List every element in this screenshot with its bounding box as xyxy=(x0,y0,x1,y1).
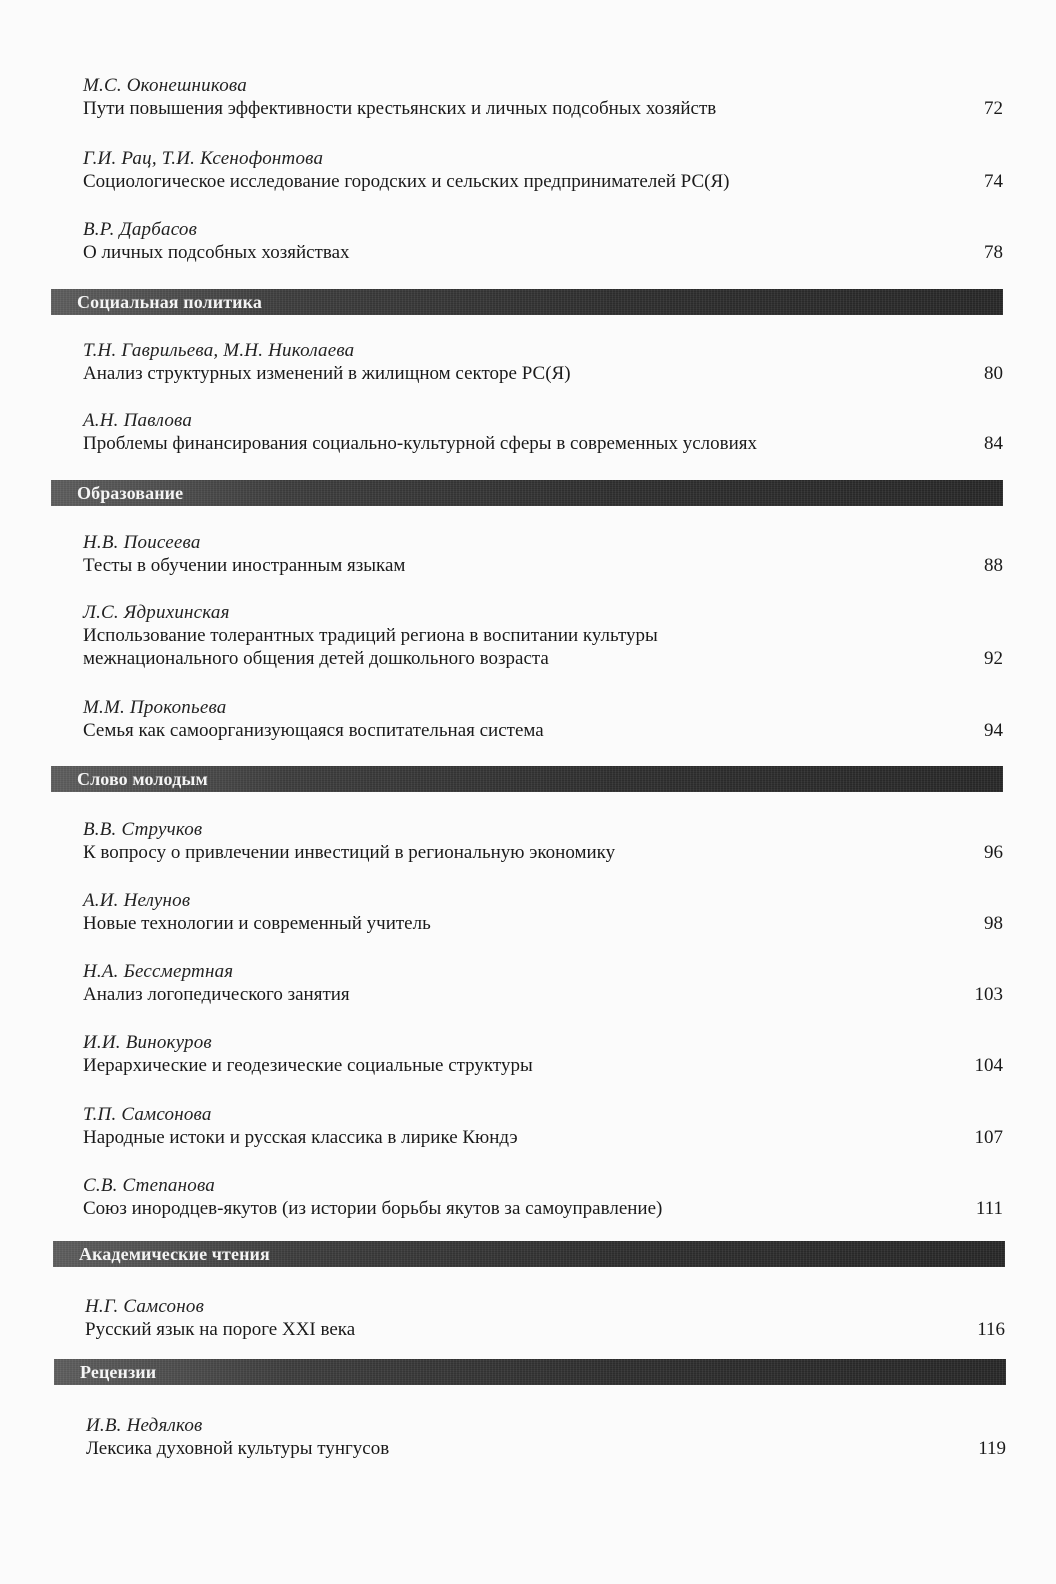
entry-author: И.В. Недялков xyxy=(86,1415,203,1436)
toc-entry[interactable] xyxy=(83,218,1003,264)
entry-title: Союз инородцев-якутов (из истории борьбы якутов за самоуправление) xyxy=(83,1198,663,1219)
toc-entry[interactable] xyxy=(83,889,1003,935)
entry-page-number: 88 xyxy=(984,555,1003,576)
entry-author: Т.П. Самсонова xyxy=(83,1104,212,1125)
entry-author: Л.С. Ядрихинская xyxy=(83,602,230,623)
entry-title: Анализ логопедического занятия xyxy=(83,984,350,1005)
entry-author: С.В. Степанова xyxy=(83,1175,215,1196)
entry-title: Тесты в обучении иностранным языкам xyxy=(83,555,406,576)
toc-entry[interactable] xyxy=(83,531,1003,577)
entry-title: Иерархические и геодезические социальные структуры xyxy=(83,1055,533,1076)
entry-author: Н.В. Поисеева xyxy=(83,532,201,553)
entry-author: М.С. Оконешникова xyxy=(83,75,247,96)
entry-title-line-1: Использование толерантных традиций региона в воспитании культуры xyxy=(83,625,658,646)
entry-page-number: 80 xyxy=(984,363,1003,384)
toc-entry[interactable] xyxy=(83,1031,1003,1077)
entry-title: Пути повышения эффективности крестьянских и личных подсобных хозяйств xyxy=(83,98,717,119)
section-label: Рецензии xyxy=(80,1362,157,1382)
section-header-education xyxy=(51,480,1003,506)
entry-page-number: 94 xyxy=(984,720,1003,741)
toc-entry[interactable] xyxy=(83,696,1003,742)
entry-title: Русский язык на пороге XXI века xyxy=(85,1319,356,1340)
entry-page-number: 78 xyxy=(984,242,1003,263)
entry-title: К вопросу о привлечении инвестиций в региональную экономику xyxy=(83,842,616,863)
section-header-social-policy xyxy=(51,289,1003,315)
entry-title: Социологическое исследование городских и сельских предпринимателей РС(Я) xyxy=(83,171,730,192)
entry-title-line-2: межнационального общения детей дошкольного возраста xyxy=(83,648,549,669)
entry-page-number: 72 xyxy=(984,98,1003,119)
entry-author: Г.И. Рац, Т.И. Ксенофонтова xyxy=(83,148,324,169)
entry-author: В.Р. Дарбасов xyxy=(83,219,198,240)
entry-author: И.И. Винокуров xyxy=(83,1032,212,1053)
toc-entry[interactable] xyxy=(83,147,1003,193)
section-label: Слово молодым xyxy=(77,769,208,789)
entry-page-number: 74 xyxy=(984,171,1003,192)
toc-entry[interactable] xyxy=(85,1295,1005,1341)
toc-entry[interactable] xyxy=(86,1414,1006,1460)
entry-page-number: 107 xyxy=(974,1127,1003,1148)
entry-title: Семья как самоорганизующаяся воспитательная система xyxy=(83,720,544,741)
toc-entry[interactable] xyxy=(83,818,1003,864)
entry-title: Лексика духовной культуры тунгусов xyxy=(86,1438,390,1459)
section-label: Социальная политика xyxy=(77,292,262,312)
entry-title: Новые технологии и современный учитель xyxy=(83,913,431,934)
entry-author: А.И. Нелунов xyxy=(83,890,191,911)
entry-title: Проблемы финансирования социально-культурной сферы в современных условиях xyxy=(83,433,757,454)
entry-author: М.М. Прокопьева xyxy=(83,697,227,718)
entry-title: Народные истоки и русская классика в лирике Кюндэ xyxy=(83,1127,518,1148)
entry-page-number: 96 xyxy=(984,842,1003,863)
entry-page-number: 104 xyxy=(974,1055,1003,1076)
entry-author: А.Н. Павлова xyxy=(83,410,193,431)
entry-page-number: 111 xyxy=(975,1198,1003,1219)
entry-page-number: 92 xyxy=(984,648,1003,669)
entry-page-number: 98 xyxy=(984,913,1003,934)
toc-entry[interactable] xyxy=(83,409,1003,455)
entry-page-number: 84 xyxy=(984,433,1003,454)
entry-author: Н.А. Бессмертная xyxy=(83,961,234,982)
entry-page-number: 103 xyxy=(974,984,1003,1005)
entry-title: Анализ структурных изменений в жилищном секторе РС(Я) xyxy=(83,363,571,384)
entry-title: О личных подсобных хозяйствах xyxy=(83,242,350,263)
toc-entry[interactable] xyxy=(83,960,1003,1006)
toc-entry[interactable] xyxy=(83,601,1003,670)
section-label: Образование xyxy=(77,483,184,503)
toc-entry[interactable] xyxy=(83,1103,1003,1149)
toc-entry[interactable] xyxy=(83,1174,1003,1220)
entry-author: В.В. Стручков xyxy=(83,819,203,840)
toc-entry[interactable] xyxy=(83,74,1003,120)
entry-page-number: 119 xyxy=(978,1438,1006,1459)
entry-author: Н.Г. Самсонов xyxy=(85,1296,205,1317)
section-label: Академические чтения xyxy=(79,1244,270,1264)
entry-author: Т.Н. Гаврильева, М.Н. Николаева xyxy=(83,340,355,361)
toc-entry[interactable] xyxy=(83,339,1003,385)
entry-page-number: 116 xyxy=(977,1319,1005,1340)
section-header-academic-readings xyxy=(53,1241,1005,1267)
section-header-word-to-youth xyxy=(51,766,1003,792)
section-header-reviews xyxy=(54,1359,1006,1385)
